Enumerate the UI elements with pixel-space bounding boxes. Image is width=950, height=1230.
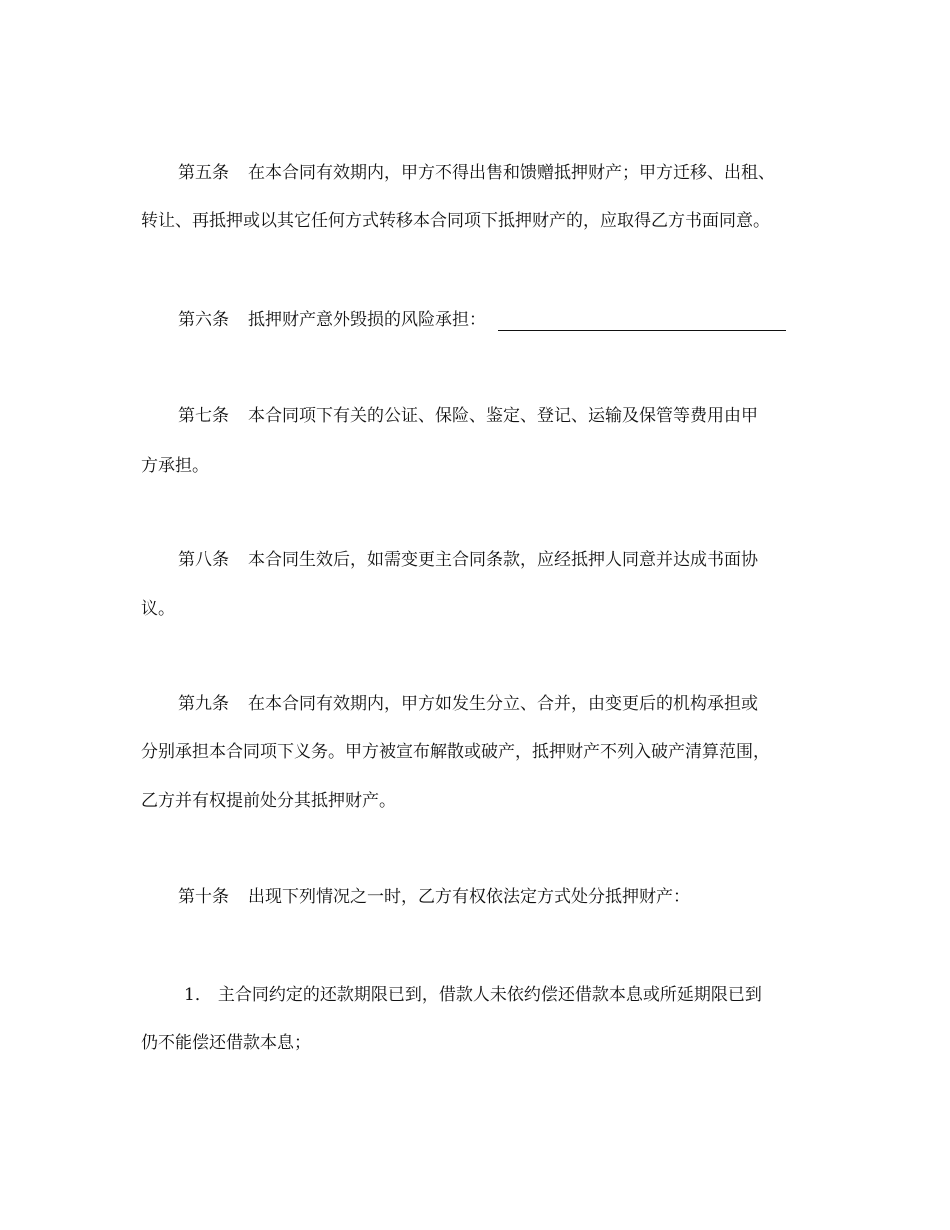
article-8-text: 本合同生效后，如需变更主合同条款，应经抵押人同意并达成书面协 [248,550,758,570]
item-1-first-line [0,984,950,1006]
article-7-continuation-line: 方承担。 [141,456,209,476]
fill-in-blank-line[interactable] [498,312,786,331]
article-6-number: 第六条 [178,310,229,330]
article-9-first-line [0,693,950,715]
article-7-first-line [0,405,950,427]
article-5-number: 第五条 [178,163,229,183]
article-9-continuation-line-2: 乙方并有权提前处分其抵押财产。 [141,791,396,811]
article-7-text: 本合同项下有关的公证、保险、鉴定、登记、运输及保管等费用由甲 [248,406,758,426]
article-8-number: 第八条 [178,550,229,570]
item-1-continuation-line: 仍不能偿还借款本息； [141,1033,311,1053]
article-5-continuation-line: 转让、再抵押或以其它任何方式转移本合同项下抵押财产的，应取得乙方书面同意。 [141,211,770,231]
article-10-text: 出现下列情况之一时，乙方有权依法定方式处分抵押财产： [248,887,690,907]
article-9-continuation-line-1: 分别承担本合同项下义务。甲方被宣布解散或破产，抵押财产不列入破产清算范围， [141,742,770,762]
article-7-number: 第七条 [178,406,229,426]
article-6-text: 抵押财产意外毁损的风险承担： [248,310,486,330]
article-9-number: 第九条 [178,694,229,714]
article-8-continuation-line: 议。 [141,599,175,619]
article-9-text: 在本合同有效期内，甲方如发生分立、合并，由变更后的机构承担或 [248,694,758,714]
article-8-first-line [0,549,950,571]
item-1-text: 主合同约定的还款期限已到，借款人未依约偿还借款本息或所延期限已到 [217,985,762,1005]
article-10-number: 第十条 [178,887,229,907]
article-5-text: 在本合同有效期内，甲方不得出售和馈赠抵押财产；甲方迁移、出租、 [248,163,775,183]
item-1-number: 1． [184,985,212,1005]
article-5-first-line [0,162,950,184]
article-6-first-line [0,309,950,331]
article-10-first-line [0,886,950,908]
